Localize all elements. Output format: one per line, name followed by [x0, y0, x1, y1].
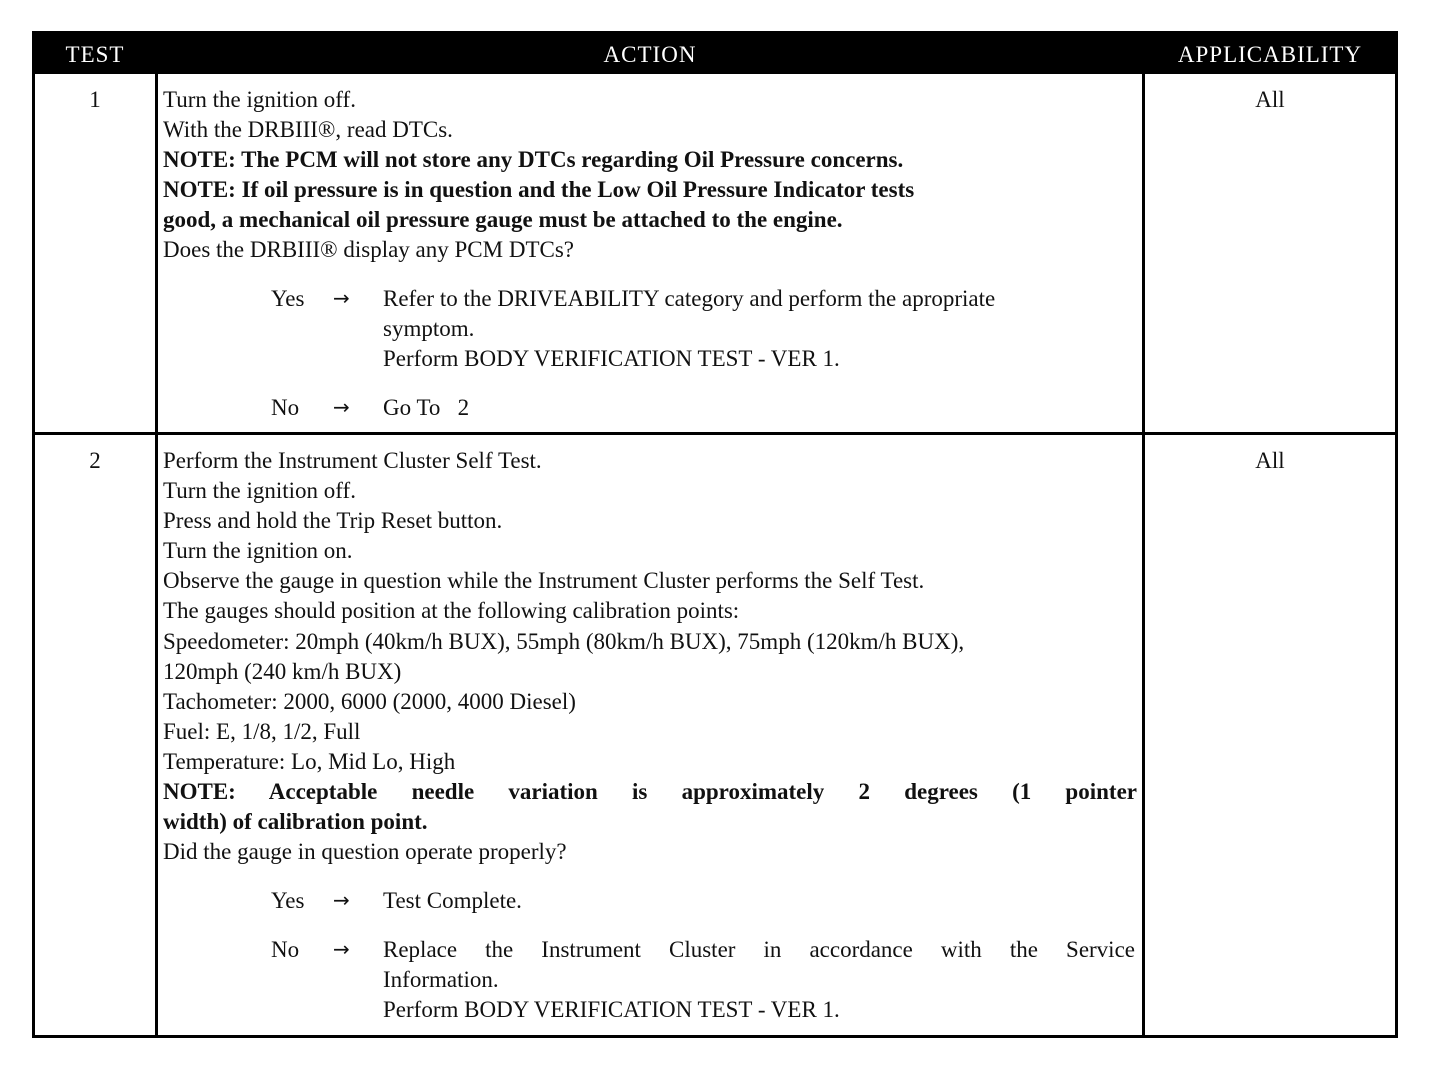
action-note: NOTE: The PCM will not store any DTCs regarding Oil Pressure concerns.: [163, 147, 904, 173]
response-line: Replace the Instrument Cluster in accordance with the Service: [383, 937, 1135, 962]
diagnostic-test-table: [32, 31, 1398, 1038]
response-line: Go To 2: [383, 395, 470, 420]
yes-label: Yes: [271, 286, 305, 311]
action-line: The gauges should position at the following calibration points:: [163, 598, 740, 624]
header-applicability: APPLICABILITY: [1177, 42, 1363, 67]
yes-label: Yes: [271, 888, 305, 913]
action-note: NOTE: Acceptable needle variation is approximately 2 degrees (1 pointer: [163, 779, 1137, 805]
applicability-value: All: [1255, 87, 1285, 112]
response-line: Test Complete.: [383, 888, 522, 913]
action-line: Tachometer: 2000, 6000 (2000, 4000 Diesel): [163, 688, 576, 714]
action-note: NOTE: If oil pressure is in question and the Low Oil Pressure Indicator tests: [163, 177, 915, 203]
response-line: symptom.: [383, 316, 475, 341]
arrow-icon: →: [333, 888, 350, 912]
yes-response-text: [383, 284, 1135, 374]
response-line: Information.: [383, 967, 499, 992]
test-number: 2: [89, 448, 101, 473]
action-note: good, a mechanical oil pressure gauge must be attached to the engine.: [163, 207, 843, 233]
action-line: 120mph (240 km/h BUX): [163, 658, 402, 684]
column-divider: [1142, 34, 1145, 1035]
action-line: Observe the gauge in question while the Instrument Cluster performs the Self Test.: [163, 568, 925, 594]
response-line: Perform BODY VERIFICATION TEST - VER 1.: [383, 346, 840, 371]
no-label: No: [271, 395, 300, 420]
action-line: Perform the Instrument Cluster Self Test.: [163, 448, 542, 473]
yes-response-text: [383, 886, 1135, 916]
action-question: Did the gauge in question operate properly?: [163, 839, 567, 865]
action-text: [163, 446, 1137, 867]
applicability-value: All: [1255, 448, 1285, 473]
action-question: Does the DRBIII® display any PCM DTCs?: [163, 237, 575, 263]
arrow-icon: →: [333, 937, 350, 961]
action-line: Turn the ignition off.: [163, 478, 356, 504]
arrow-icon: →: [333, 395, 350, 419]
action-note: width) of calibration point.: [163, 809, 428, 835]
action-line: Turn the ignition off.: [163, 87, 356, 112]
no-response-text: [383, 935, 1135, 1025]
action-line: With the DRBIII®, read DTCs.: [163, 117, 453, 143]
action-text: [163, 85, 1137, 266]
action-line: Press and hold the Trip Reset button.: [163, 508, 503, 534]
no-label: No: [271, 937, 300, 962]
header-action: ACTION: [603, 42, 697, 67]
response-line: Refer to the DRIVEABILITY category and perform the apropriate: [383, 286, 996, 311]
action-line: Temperature: Lo, Mid Lo, High: [163, 748, 456, 774]
response-line: Perform BODY VERIFICATION TEST - VER 1.: [383, 997, 840, 1022]
action-line: Fuel: E, 1/8, 1/2, Full: [163, 718, 361, 744]
table-header: [35, 34, 1395, 74]
column-divider: [155, 34, 158, 1035]
action-line: Turn the ignition on.: [163, 538, 353, 564]
header-test: TEST: [65, 42, 125, 67]
row-divider: [35, 432, 1395, 435]
no-response-text: [383, 393, 1135, 423]
arrow-icon: →: [333, 286, 350, 310]
action-line: Speedometer: 20mph (40km/h BUX), 55mph (80km/h BUX), 75mph (120km/h BUX),: [163, 628, 965, 654]
test-number: 1: [89, 87, 101, 112]
